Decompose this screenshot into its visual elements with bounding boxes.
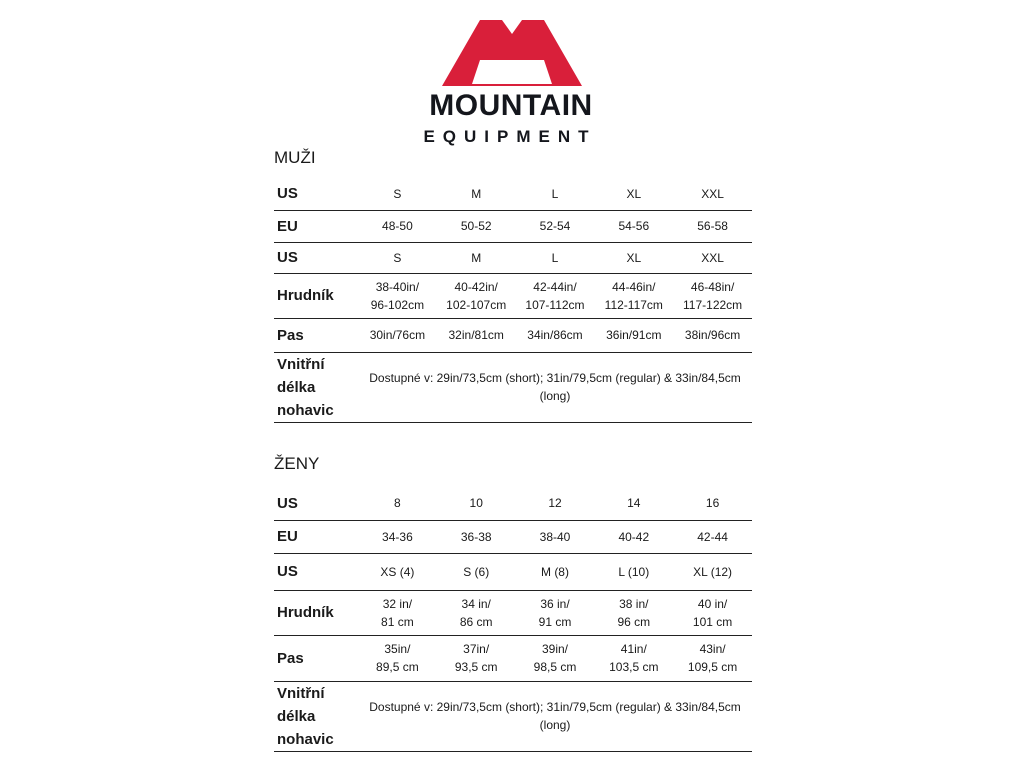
brand-name-line2: EQUIPMENT <box>423 127 597 146</box>
size-cell: L <box>516 178 595 210</box>
size-cell: 34-36 <box>358 520 437 553</box>
women-size-table <box>274 487 752 752</box>
size-cell: XXL <box>673 178 752 210</box>
size-cell: M <box>437 242 516 273</box>
size-cell: 14 <box>594 487 673 520</box>
row-label: US <box>274 178 358 210</box>
table-row <box>274 210 752 242</box>
size-cell: 35in/ 89,5 cm <box>358 635 437 681</box>
row-label: US <box>274 487 358 520</box>
size-cell: 38-40in/ 96-102cm <box>358 273 437 318</box>
row-label: Hrudník <box>274 273 358 318</box>
table-row <box>274 242 752 273</box>
size-cell: 34in/86cm <box>516 318 595 352</box>
size-cell: XL <box>594 242 673 273</box>
size-cell: 41in/ 103,5 cm <box>594 635 673 681</box>
table-row <box>274 318 752 352</box>
size-cell: 16 <box>673 487 752 520</box>
row-label: Hrudník <box>274 590 358 635</box>
size-cell: XS (4) <box>358 553 437 590</box>
inseam-note: Dostupné v: 29in/73,5cm (short); 31in/79,5cm (regular) & 33in/84,5cm (long) <box>358 681 752 751</box>
size-cell: XL <box>594 178 673 210</box>
row-label: Pas <box>274 635 358 681</box>
row-label: US <box>274 553 358 590</box>
size-cell: 32 in/ 81 cm <box>358 590 437 635</box>
table-row <box>274 487 752 520</box>
table-row <box>274 178 752 210</box>
table-row <box>274 590 752 635</box>
size-cell: 36in/91cm <box>594 318 673 352</box>
brand-name-line1: MOUNTAIN <box>429 89 593 122</box>
men-section-title: MUŽI <box>274 148 316 167</box>
table-row <box>274 635 752 681</box>
size-cell: 40-42 <box>594 520 673 553</box>
size-cell: 40-42in/ 102-107cm <box>437 273 516 318</box>
size-cell: L (10) <box>594 553 673 590</box>
row-label: EU <box>274 520 358 553</box>
size-cell: 38in/96cm <box>673 318 752 352</box>
size-cell: 38 in/ 96 cm <box>594 590 673 635</box>
size-cell: 50-52 <box>437 210 516 242</box>
size-cell: 39in/ 98,5 cm <box>516 635 595 681</box>
size-cell: 42-44 <box>673 520 752 553</box>
size-cell: 42-44in/ 107-112cm <box>516 273 595 318</box>
size-cell: 37in/ 93,5 cm <box>437 635 516 681</box>
size-cell: S <box>358 178 437 210</box>
size-cell: 10 <box>437 487 516 520</box>
size-cell: 30in/76cm <box>358 318 437 352</box>
size-cell: 36 in/ 91 cm <box>516 590 595 635</box>
size-cell: 43in/ 109,5 cm <box>673 635 752 681</box>
size-cell: XXL <box>673 242 752 273</box>
size-cell: 32in/81cm <box>437 318 516 352</box>
table-row <box>274 352 752 422</box>
size-cell: 48-50 <box>358 210 437 242</box>
size-cell: 8 <box>358 487 437 520</box>
size-cell: 40 in/ 101 cm <box>673 590 752 635</box>
size-cell: 36-38 <box>437 520 516 553</box>
size-cell: XL (12) <box>673 553 752 590</box>
size-cell: S (6) <box>437 553 516 590</box>
row-label: Pas <box>274 318 358 352</box>
size-cell: 44-46in/ 112-117cm <box>594 273 673 318</box>
size-cell: 34 in/ 86 cm <box>437 590 516 635</box>
table-row <box>274 273 752 318</box>
size-cell: M (8) <box>516 553 595 590</box>
row-label: Vnitřní délka nohavic <box>274 352 358 422</box>
table-row <box>274 681 752 751</box>
size-cell: 12 <box>516 487 595 520</box>
size-cell: 56-58 <box>673 210 752 242</box>
women-section-title: ŽENY <box>274 454 320 473</box>
row-label: Vnitřní délka nohavic <box>274 681 358 751</box>
size-cell: L <box>516 242 595 273</box>
size-cell: 54-56 <box>594 210 673 242</box>
size-cell: M <box>437 178 516 210</box>
size-cell: 38-40 <box>516 520 595 553</box>
mountain-logo-icon <box>442 20 582 86</box>
men-size-table <box>274 178 752 423</box>
table-row <box>274 520 752 553</box>
row-label: EU <box>274 210 358 242</box>
brand-logo <box>0 0 1024 150</box>
row-label: US <box>274 242 358 273</box>
size-cell: S <box>358 242 437 273</box>
inseam-note: Dostupné v: 29in/73,5cm (short); 31in/79,5cm (regular) & 33in/84,5cm (long) <box>358 352 752 422</box>
size-cell: 46-48in/ 117-122cm <box>673 273 752 318</box>
size-cell: 52-54 <box>516 210 595 242</box>
table-row <box>274 553 752 590</box>
